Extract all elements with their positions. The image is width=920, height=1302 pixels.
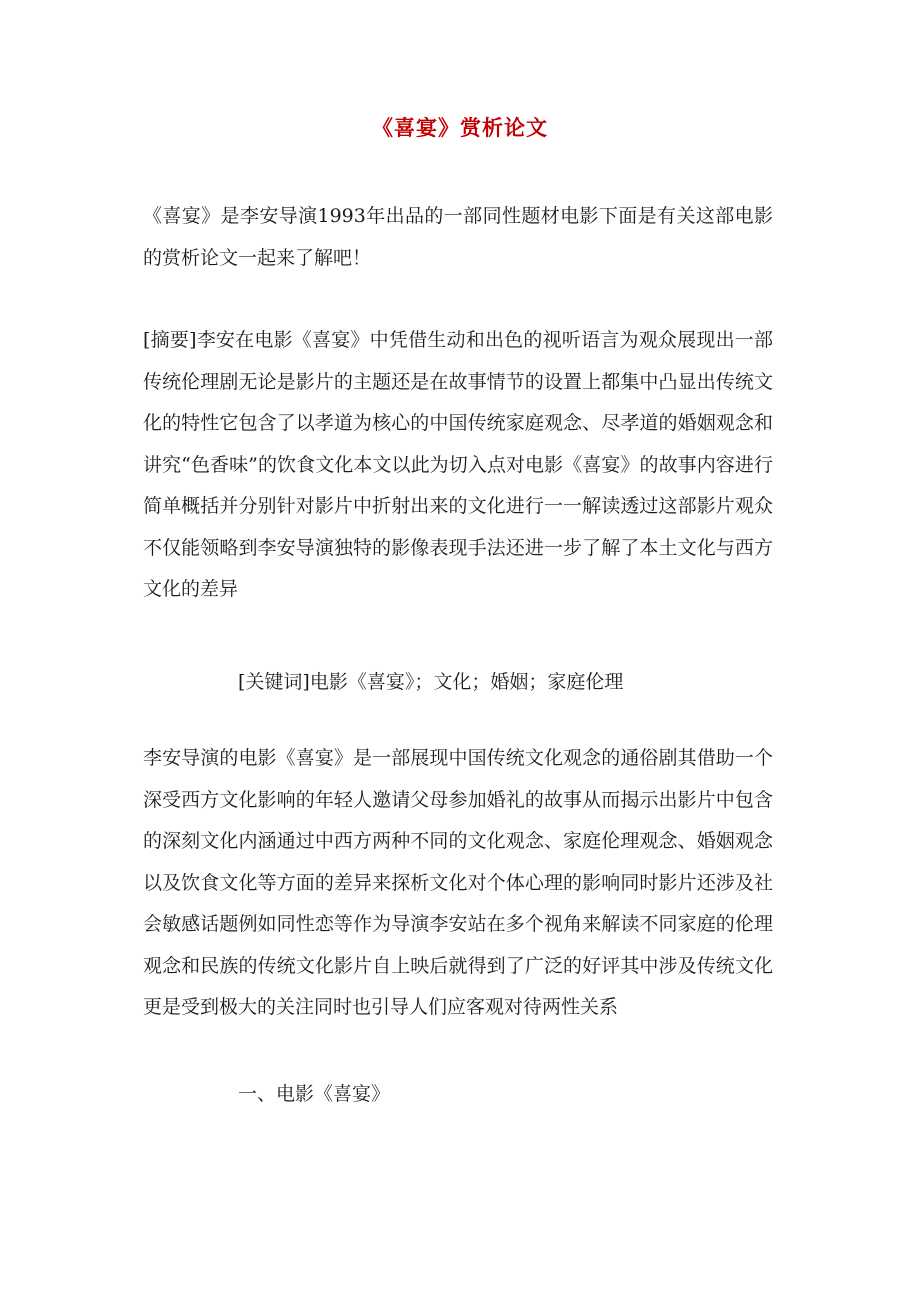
body-paragraph: 李安导演的电影《喜宴》是一部展现中国传统文化观念的通俗剧其借助一个深受西方文化影响的年轻人邀请父母参加婚礼的故事从而揭示出影片中包含的深刻文化内涵通过中西方两种不同的文化观念、家庭伦理观念、婚姻观念以及饮食文化等方面的差异来探析文化对个体心理的影响同时影片还涉及社会敏感话题例如同性恋等作为导演李安站在多个视角来解读不同家庭的伦理观念和民族的传统文化影片自上映后就得到了广泛的好评其中涉及传统文化更是受到极大的关注同时也引导人们应客观对待两性关系	[143, 747, 773, 1018]
keywords-line: [关键词]电影《喜宴》；文化；婚姻；家庭伦理	[238, 671, 624, 693]
document-title: 《喜宴》赏析论文	[372, 115, 548, 140]
intro-paragraph: 《喜宴》是李安导演1993年出品的一部同性题材电影下面是有关这部电影的赏析论文一起来了解吧！	[143, 205, 773, 269]
section-heading: 一、电影《喜宴》	[238, 1083, 391, 1105]
abstract-paragraph: [摘要]李安在电影《喜宴》中凭借生动和出色的视听语言为观众展现出一部传统伦理剧无论是影片的主题还是在故事情节的设置上都集中凸显出传统文化的特性它包含了以孝道为核心的中国传统家庭观念、尽孝道的婚姻观念和讲究“色香味”的饮食文化本文以此为切入点对电影《喜宴》的故事内容进行简单概括并分别针对影片中折射出来的文化进行一一解读透过这部影片观众不仅能领略到李安导演独特的影像表现手法还进一步了解了本土文化与西方文化的差异	[143, 329, 773, 600]
